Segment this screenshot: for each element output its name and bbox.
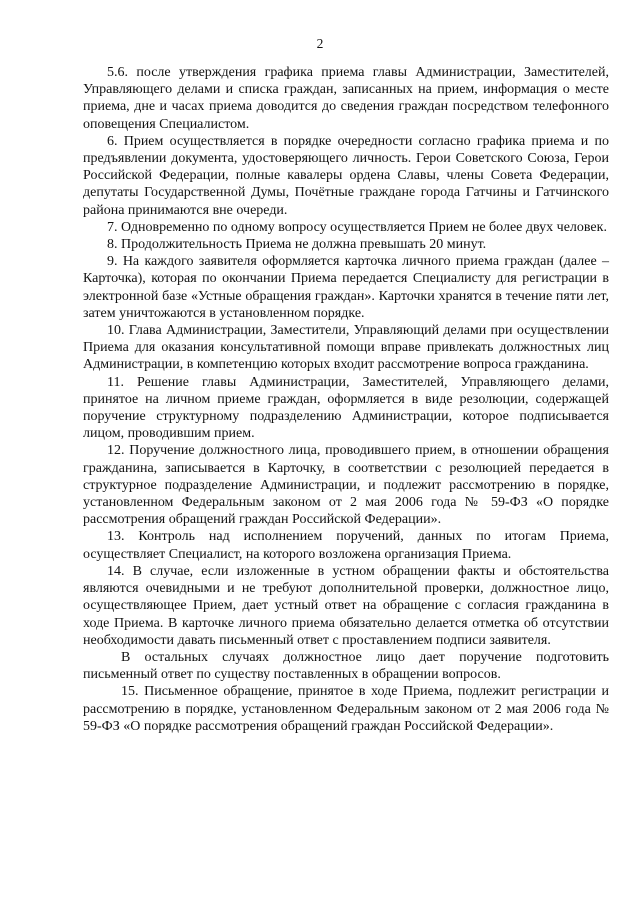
paragraph-8: 8. Продолжительность Приема не должна превышать 20 минут.: [107, 237, 487, 253]
paragraph-9: 9. На каждого заявителя оформляется карточка личного приема граждан (далее – Карточка), которая по окончании Приема передается Специалисту для регистрации в электронной базе «Устные обращения граждан». Карточки хранятся в течение пяти лет, затем уничтожаются в установленном порядке.: [83, 254, 609, 321]
document-body: [83, 64, 609, 735]
page-number: 2: [316, 36, 324, 51]
paragraph-7: 7. Одновременно по одному вопросу осуществляется Прием не более двух человек.: [107, 219, 607, 235]
paragraph-10: 10. Глава Администрации, Заместители, Управляющий делами при осуществлении Приема для оказания консультативной помощи вправе привлекать должностных лиц Администрации, в компетенцию которых входит рассмотрение вопроса гражданина.: [83, 323, 609, 373]
paragraph-15: 15. Письменное обращение, принятое в ходе Приема, подлежит регистрации и рассмотрению в порядке, установленном Федеральным законом от 2 мая 2006 года № 59-ФЗ «О порядке рассмотрения обращений граждан Российской Федерации».: [83, 684, 609, 734]
paragraph-11: 11. Решение главы Администрации, Заместителей, Управляющего делами, принятое на личном приеме граждан, оформляется в виде резолюции, содержащей поручение структурному подразделению Администрации, которое подписывается лицом, проводившим прием.: [83, 374, 609, 442]
paragraph-12: 12. Поручение должностного лица, проводившего прием, в отношении обращения гражданина, записывается в Карточку, в соответствии с резолюцией передается в структурное подразделение Администрации, и подлежит рассмотрению в порядке, установленном Федеральным законом от 2 мая 2006 года № 59-ФЗ «О порядке рассмотрения обращений граждан Российской Федерации».: [83, 443, 609, 528]
paragraph-6: 6. Прием осуществляется в порядке очередности согласно графика приема и по предъявлении документа, удостоверяющего личность. Герои Советского Союза, Герои Российской Федерации, полные кавалеры ордена Славы, члены Совета Федерации, депутаты Государственной Думы, Почётные граждане города Гатчины и Гатчинского района принимаются вне очереди.: [83, 133, 609, 218]
paragraph-5-6: 5.6. после утверждения графика приема главы Администрации, Заместителей, Управляющего делами и списка граждан, записанных на прием, информация о месте приема, дне и часах приема доводится до сведения граждан посредством телефонного оповещения Специалистом.: [83, 65, 609, 132]
paragraph-13: 13. Контроль над исполнением поручений, данных по итогам Приема, осуществляет Специалист, на которого возложена организация Приема.: [83, 529, 609, 562]
paragraph-14-continuation: В остальных случаях должностное лицо дает поручение подготовить письменный ответ по существу поставленных в обращении вопросов.: [83, 649, 609, 683]
paragraph-14: 14. В случае, если изложенные в устном обращении факты и обстоятельства являются очевидными и не требуют дополнительной проверки, должностное лицо, осуществляющее Прием, дает устный ответ на обращение с согласия гражданина в ходе Приема. В карточке личного приема обязательно делается отметка об отсутствии необходимости давать письменный ответ с проставлением подписи заявителя.: [83, 563, 609, 648]
